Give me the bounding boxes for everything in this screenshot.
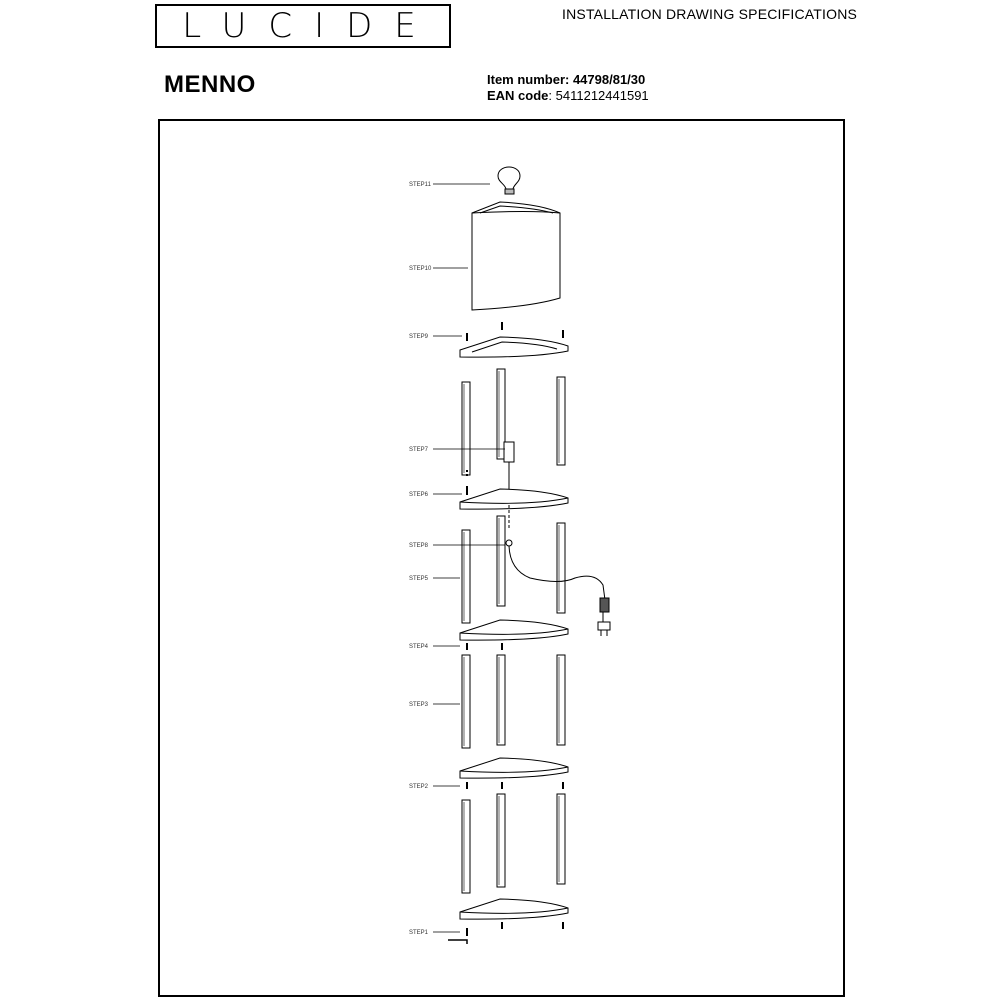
document-title: INSTALLATION DRAWING SPECIFICATIONS <box>562 6 858 22</box>
step-label: STEP11 <box>409 182 431 188</box>
ean-code-label: EAN code <box>487 88 549 103</box>
lamp-socket <box>504 442 514 496</box>
top-shelf-frame <box>460 337 568 357</box>
step-label: STEP6 <box>409 492 429 498</box>
lamp-shade <box>472 202 560 310</box>
item-number-label: Item number <box>487 72 566 87</box>
step-label: STEP2 <box>409 784 429 790</box>
rods-tier-2 <box>462 655 565 748</box>
step-labels <box>409 182 432 936</box>
bulb-icon <box>498 167 520 194</box>
shelf-3 <box>460 620 568 640</box>
product-name: MENNO <box>164 71 256 98</box>
shelf-4 <box>460 489 568 509</box>
step-label: STEP3 <box>409 702 429 708</box>
shelf-1 <box>460 899 568 919</box>
ean-code-value: : 5411212441591 <box>548 88 649 103</box>
item-number-value: : 44798/81/30 <box>565 72 646 87</box>
step-label: STEP1 <box>409 930 429 936</box>
step-label: STEP10 <box>409 266 432 272</box>
step-label: STEP4 <box>409 644 429 650</box>
step-label: STEP9 <box>409 334 429 340</box>
allen-key-icon <box>448 940 467 944</box>
step-label: STEP8 <box>409 543 429 549</box>
step-label: STEP7 <box>409 447 429 453</box>
shelf-2 <box>460 758 568 778</box>
rods-tier-1 <box>462 794 565 893</box>
step-label: STEP5 <box>409 576 429 582</box>
brand-logo: LUCIDE <box>155 4 451 48</box>
rods-tier-3 <box>462 516 565 623</box>
